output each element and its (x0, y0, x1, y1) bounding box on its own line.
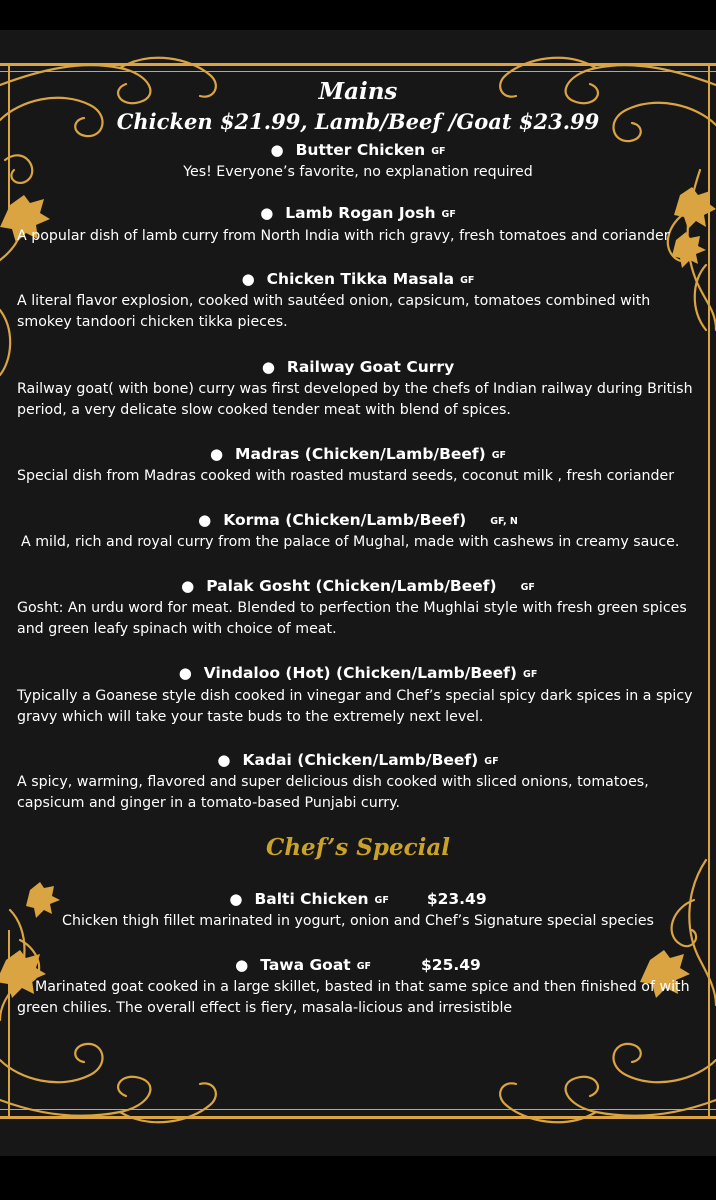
dish-description: Gosht: An urdu word for meat. Blended to perfection the Mughlai style with fresh green spices and green leafy spinach with choice of meat. (17, 600, 687, 637)
bullet-icon: ● (178, 664, 192, 682)
dish-tag: GF (523, 669, 538, 680)
bullet-icon: ● (209, 445, 224, 463)
dish-tag: GF (374, 895, 389, 906)
dish-railway-goat-curry (0, 358, 716, 376)
special-balti-chicken (0, 890, 716, 908)
dish-description: A literal flavor explosion, cooked with sautéed onion, capsicum, tomatoes combined with smokey tandoori chicken tikka pieces. (17, 293, 651, 330)
special-tawa-goat (0, 956, 716, 974)
bullet-icon: ● (181, 577, 195, 595)
dish-name-text: Lamb Rogan Josh (285, 204, 436, 222)
mains-title: Mains (318, 78, 398, 105)
mains-prices: Chicken $21.99, Lamb/Beef /Goat $23.99 (116, 109, 600, 134)
dish-tag: GF (460, 275, 475, 286)
bullet-icon: ● (261, 358, 275, 376)
dish-palak-gosht (0, 577, 716, 595)
dish-kadai (0, 751, 716, 769)
dish-price: $25.49 (421, 956, 481, 974)
dish-name-text: Korma (Chicken/Lamb/Beef) (223, 511, 467, 529)
dish-description: A spicy, warming, flavored and super delicious dish cooked with sliced onions, tomatoes, capsicum and ginger in a tomato-based Punjabi curry. (17, 774, 649, 811)
bullet-icon: ● (241, 270, 255, 288)
bullet-icon: ● (270, 141, 284, 159)
dish-tag: GF, N (490, 516, 518, 527)
dish-tag: GF (356, 961, 371, 972)
chef-special-title: Chef’s Special (266, 834, 450, 861)
dish-butter-chicken (0, 141, 716, 159)
dish-korma (0, 511, 716, 529)
dish-vindaloo (0, 664, 716, 682)
dish-tag: GF (484, 756, 499, 767)
dish-name-text: Tawa Goat (260, 956, 351, 974)
bullet-icon: ● (235, 956, 249, 974)
dish-name-text: Balti Chicken (254, 890, 369, 908)
dish-name-text: Chicken Tikka Masala (266, 270, 455, 288)
dish-description: Typically a Goanese style dish cooked in vinegar and Chef’s special spicy dark spices in a spicy gravy which will take your taste buds to the extremely next level. (17, 688, 693, 725)
dish-name-text: Palak Gosht (Chicken/Lamb/Beef) (206, 577, 497, 595)
dish-description: Chicken thigh fillet marinated in yogurt, onion and Chef’s Signature special species (62, 913, 654, 929)
dish-name-text: Butter Chicken (295, 141, 426, 159)
dish-name-text: Madras (Chicken/Lamb/Beef) (235, 445, 486, 463)
menu-board (0, 30, 716, 1156)
dish-price: $23.49 (426, 890, 487, 908)
dish-name-text: Railway Goat Curry (286, 358, 455, 376)
dish-lamb-rogan-josh (0, 204, 716, 222)
dish-tag: GF (491, 450, 507, 461)
dish-tag: GF (431, 146, 446, 157)
dish-description: A mild, rich and royal curry from the palace of Mughal, made with cashews in creamy sauce. (21, 534, 680, 550)
dish-tag: GF (441, 209, 456, 220)
dish-name-text: Kadai (Chicken/Lamb/Beef) (242, 751, 479, 769)
dish-name-text: Vindaloo (Hot) (Chicken/Lamb/Beef) (203, 664, 518, 682)
bullet-icon: ● (229, 890, 243, 908)
bullet-icon: ● (260, 204, 274, 222)
bullet-icon: ● (217, 751, 231, 769)
dish-tag: GF (520, 582, 535, 593)
dish-description: Railway goat( with bone) curry was first developed by the chefs of Indian railway during British period, a very delicate slow cooked tender meat with blend of spices. (17, 381, 693, 418)
dish-description: Special dish from Madras cooked with roasted mustard seeds, coconut milk , fresh coriander (17, 468, 675, 484)
dish-description: A popular dish of lamb curry from North India with rich gravy, fresh tomatoes and coriander (17, 228, 670, 244)
dish-chicken-tikka-masala (0, 270, 716, 288)
dish-description: Yes! Everyone’s favorite, no explanation required (183, 164, 533, 180)
dish-madras (0, 445, 716, 463)
bullet-icon: ● (198, 511, 212, 529)
dish-description: Marinated goat cooked in a large skillet, basted in that same spice and then finished of with green chilies. The overall effect is fiery, masala-licious and irresistible (17, 979, 690, 1016)
